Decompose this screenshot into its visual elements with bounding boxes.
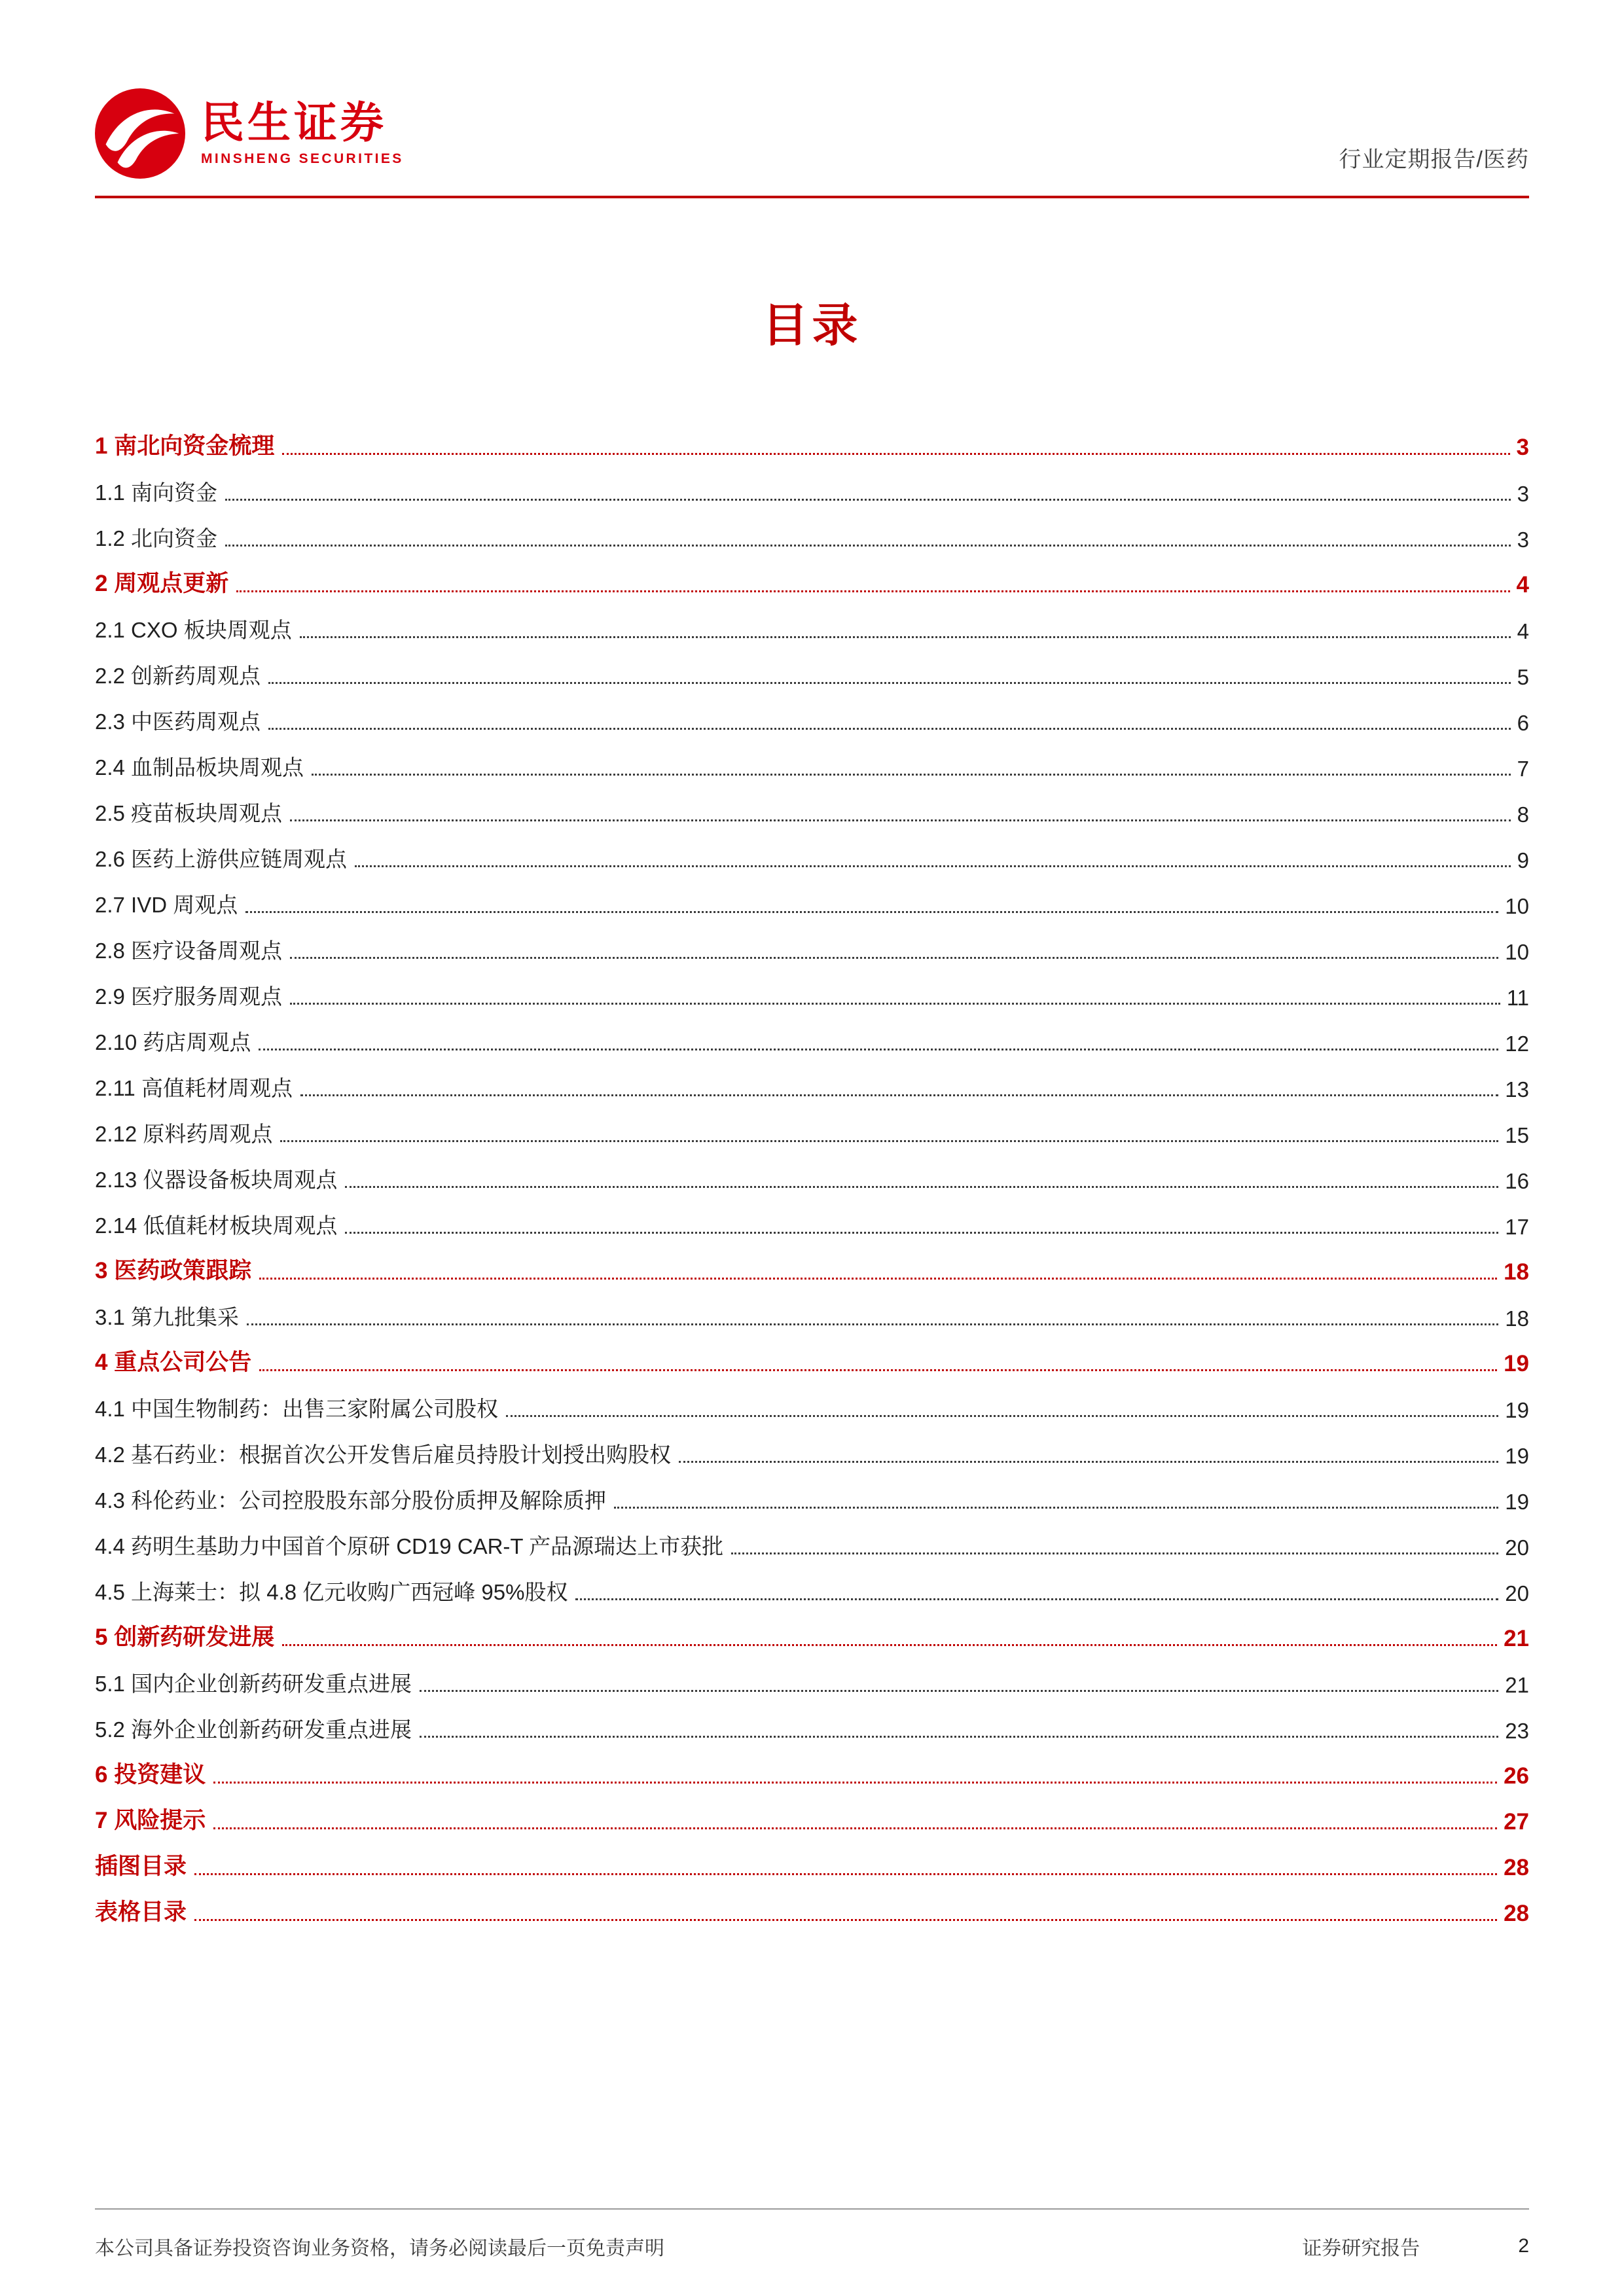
toc-entry-label[interactable]: 2.11 高值耗材周观点 (95, 1076, 293, 1100)
toc-leader-dots (290, 957, 1498, 959)
toc-entry-page: 28 (1504, 1855, 1529, 1880)
toc-entry[interactable] (95, 1652, 1529, 1698)
toc-entry-page: 11 (1506, 986, 1529, 1010)
toc-leader-dots (259, 1369, 1497, 1371)
toc-entry[interactable] (95, 1698, 1529, 1744)
toc-leader-dots (614, 1507, 1498, 1509)
toc-entry-page: 4 (1516, 572, 1529, 598)
toc-entry-label[interactable]: 2.6 医药上游供应链周观点 (95, 847, 348, 871)
toc-entry-page: 19 (1505, 1490, 1529, 1514)
toc-entry-label[interactable]: 2.8 医疗设备周观点 (95, 939, 283, 963)
brand-text (201, 100, 404, 166)
toc-leader-dots (345, 1232, 1498, 1234)
toc-leader-dots (420, 1690, 1498, 1692)
toc-leader-dots (575, 1598, 1498, 1600)
report-type-label: 行业定期报告/医药 (1339, 147, 1529, 172)
toc-leader-dots (280, 1140, 1498, 1142)
toc-leader-dots (300, 636, 1511, 638)
toc-entry[interactable] (95, 1606, 1529, 1652)
toc-title: 目录 (762, 300, 862, 351)
toc-leader-dots (213, 1782, 1497, 1784)
toc-entry-page: 12 (1505, 1031, 1529, 1056)
brand-name-en: MINSHENG SECURITIES (201, 151, 404, 166)
toc-leader-dots (194, 1873, 1497, 1875)
toc-entry[interactable] (95, 1148, 1529, 1194)
brand-logo (95, 88, 404, 179)
toc-entry-label[interactable]: 插图目录 (95, 1854, 187, 1879)
toc-entry-page: 16 (1505, 1169, 1529, 1193)
toc-entry[interactable] (95, 1469, 1529, 1515)
toc-leader-dots (506, 1415, 1498, 1417)
toc-leader-dots (225, 545, 1511, 547)
toc-entry-label[interactable]: 4.1 中国生物制药：出售三家附属公司股权 (95, 1397, 499, 1421)
toc-entry-page: 10 (1505, 894, 1529, 918)
toc-leader-dots (282, 1644, 1497, 1646)
toc-entry[interactable] (95, 1240, 1529, 1285)
toc-entry-label[interactable]: 5 创新药研发进展 (95, 1624, 275, 1650)
toc-entry-page: 26 (1504, 1763, 1529, 1789)
toc-leader-dots (194, 1919, 1497, 1921)
toc-entry[interactable] (95, 415, 1529, 461)
toc-entry[interactable] (95, 965, 1529, 1011)
toc-entry-label[interactable]: 4.4 药明生基助力中国首个原研 CD19 CAR-T 产品源瑞达上市获批 (95, 1534, 724, 1558)
toc-leader-dots (259, 1049, 1498, 1050)
toc-entry[interactable] (95, 1560, 1529, 1606)
toc-entry[interactable] (95, 461, 1529, 507)
toc-entry-label[interactable]: 2.12 原料药周观点 (95, 1122, 273, 1146)
toc-leader-dots (345, 1186, 1498, 1188)
toc-entry-label[interactable]: 4.2 基石药业：根据首次公开发售后雇员持股计划授出购股权 (95, 1443, 672, 1467)
toc-entry[interactable] (95, 552, 1529, 598)
footer-doc-type: 证券研究报告 (1302, 2238, 1420, 2259)
toc-entry-page: 19 (1504, 1351, 1529, 1376)
toc-leader-dots (290, 1003, 1500, 1005)
toc-entry[interactable] (95, 827, 1529, 873)
toc-entry-page: 3 (1516, 435, 1529, 460)
toc-entry[interactable] (95, 1102, 1529, 1148)
toc-entry-label[interactable]: 2.9 医疗服务周观点 (95, 984, 283, 1009)
toc-entry-label[interactable]: 2.3 中医药周观点 (95, 709, 261, 734)
toc-entry-label[interactable]: 7 风险提示 (95, 1808, 206, 1833)
toc-leader-dots (236, 590, 1509, 592)
toc-entry-label[interactable]: 2.7 IVD 周观点 (95, 893, 238, 917)
toc-entry-page: 18 (1505, 1306, 1529, 1331)
toc-entry-label[interactable]: 2 周观点更新 (95, 571, 229, 596)
toc-leader-dots (268, 728, 1511, 730)
footer-disclaimer: 本公司具备证券投资咨询业务资格，请务必阅读最后一页免责声明 (95, 2238, 664, 2259)
toc-entry-page: 10 (1505, 940, 1529, 964)
toc-entry-page: 8 (1517, 802, 1529, 827)
toc-entry-page: 28 (1504, 1901, 1529, 1926)
toc-entry-page: 23 (1505, 1719, 1529, 1743)
toc-entry-label[interactable]: 4 重点公司公告 (95, 1350, 252, 1375)
toc-entry-page: 20 (1505, 1581, 1529, 1605)
toc-entry-page: 6 (1517, 711, 1529, 735)
toc-leader-dots (282, 453, 1509, 455)
toc-entry-label[interactable]: 4.5 上海莱士：拟 4.8 亿元收购广西冠峰 95%股权 (95, 1580, 568, 1604)
toc-leader-dots (312, 774, 1511, 776)
toc-entry-label[interactable]: 5.1 国内企业创新药研发重点进展 (95, 1672, 412, 1696)
toc-entry-label[interactable]: 2.4 血制品板块周观点 (95, 755, 304, 780)
toc-entry-label[interactable]: 2.10 药店周观点 (95, 1030, 251, 1054)
toc-entry[interactable] (95, 1423, 1529, 1469)
toc-entry-label[interactable]: 4.3 科伦药业：公司控股股东部分股份质押及解除质押 (95, 1488, 607, 1513)
toc-entry-page: 19 (1505, 1444, 1529, 1468)
toc-leader-dots (225, 499, 1511, 501)
toc-list (95, 415, 1529, 1927)
toc-entry-page: 9 (1517, 848, 1529, 872)
page-header (95, 88, 1529, 198)
toc-entry[interactable] (95, 781, 1529, 827)
toc-leader-dots (247, 1323, 1498, 1325)
toc-entry[interactable] (95, 1744, 1529, 1789)
toc-entry-page: 4 (1517, 619, 1529, 643)
toc-entry-label[interactable]: 1.1 南向资金 (95, 480, 218, 505)
brand-name-cn: 民生证券 (201, 98, 387, 147)
toc-entry[interactable] (95, 1377, 1529, 1423)
toc-entry-page: 15 (1505, 1123, 1529, 1147)
toc-entry-page: 21 (1505, 1673, 1529, 1697)
toc-entry[interactable] (95, 1515, 1529, 1560)
toc-entry[interactable] (95, 1194, 1529, 1240)
toc-entry[interactable] (95, 598, 1529, 644)
toc-entry-label[interactable]: 6 投资建议 (95, 1762, 206, 1787)
toc-entry[interactable] (95, 1011, 1529, 1056)
toc-entry-page: 7 (1517, 757, 1529, 781)
toc-leader-dots (420, 1736, 1498, 1738)
toc-leader-dots (259, 1278, 1497, 1280)
toc-entry-label[interactable]: 1 南北向资金梳理 (95, 433, 275, 459)
toc-entry[interactable] (95, 1285, 1529, 1331)
toc-entry[interactable] (95, 736, 1529, 781)
footer-right (1302, 2232, 1529, 2261)
toc-leader-dots (290, 819, 1511, 821)
toc-entry-label[interactable]: 3.1 第九批集采 (95, 1305, 240, 1329)
toc-entry-label[interactable]: 2.1 CXO 板块周观点 (95, 618, 292, 642)
toc-leader-dots (731, 1552, 1498, 1554)
toc-entry[interactable] (95, 873, 1529, 919)
toc-entry-page: 5 (1517, 665, 1529, 689)
toc-entry-page: 20 (1505, 1535, 1529, 1560)
toc-leader-dots (355, 865, 1511, 867)
toc-entry-label[interactable]: 1.2 北向资金 (95, 526, 218, 550)
toc-entry[interactable] (95, 690, 1529, 736)
toc-entry-label[interactable]: 2.2 创新药周观点 (95, 664, 261, 688)
toc-entry-page: 13 (1505, 1077, 1529, 1102)
toc-entry-label[interactable]: 2.13 仪器设备板块周观点 (95, 1168, 338, 1192)
toc-entry[interactable] (95, 1056, 1529, 1102)
minsheng-logo-icon (95, 88, 185, 179)
toc-entry[interactable] (95, 1789, 1529, 1835)
toc-entry[interactable] (95, 1881, 1529, 1927)
toc-entry-page: 3 (1517, 482, 1529, 506)
toc-entry-page: 17 (1505, 1215, 1529, 1239)
toc-entry-label[interactable]: 2.14 低值耗材板块周观点 (95, 1213, 338, 1238)
toc-entry-label[interactable]: 表格目录 (95, 1899, 187, 1925)
toc-entry-page: 19 (1505, 1398, 1529, 1422)
toc-entry[interactable] (95, 1331, 1529, 1377)
toc-entry[interactable] (95, 644, 1529, 690)
toc-entry-label[interactable]: 5.2 海外企业创新药研发重点进展 (95, 1717, 412, 1742)
toc-entry-page: 18 (1504, 1259, 1529, 1285)
toc-entry-page: 3 (1517, 528, 1529, 552)
toc-entry-page: 21 (1504, 1626, 1529, 1651)
toc-entry-label[interactable]: 2.5 疫苗板块周观点 (95, 801, 283, 825)
toc-entry[interactable] (95, 919, 1529, 965)
footer-page-number: 2 (1518, 2235, 1529, 2257)
toc-leader-dots (268, 682, 1511, 684)
toc-leader-dots (245, 911, 1498, 913)
toc-entry-page: 27 (1504, 1809, 1529, 1835)
toc-leader-dots (679, 1461, 1498, 1463)
toc-leader-dots (300, 1094, 1498, 1096)
toc-entry[interactable] (95, 1835, 1529, 1881)
toc-entry[interactable] (95, 507, 1529, 552)
toc-entry-label[interactable]: 3 医药政策跟踪 (95, 1258, 252, 1283)
toc-leader-dots (213, 1827, 1497, 1829)
page-footer (95, 2208, 1529, 2261)
